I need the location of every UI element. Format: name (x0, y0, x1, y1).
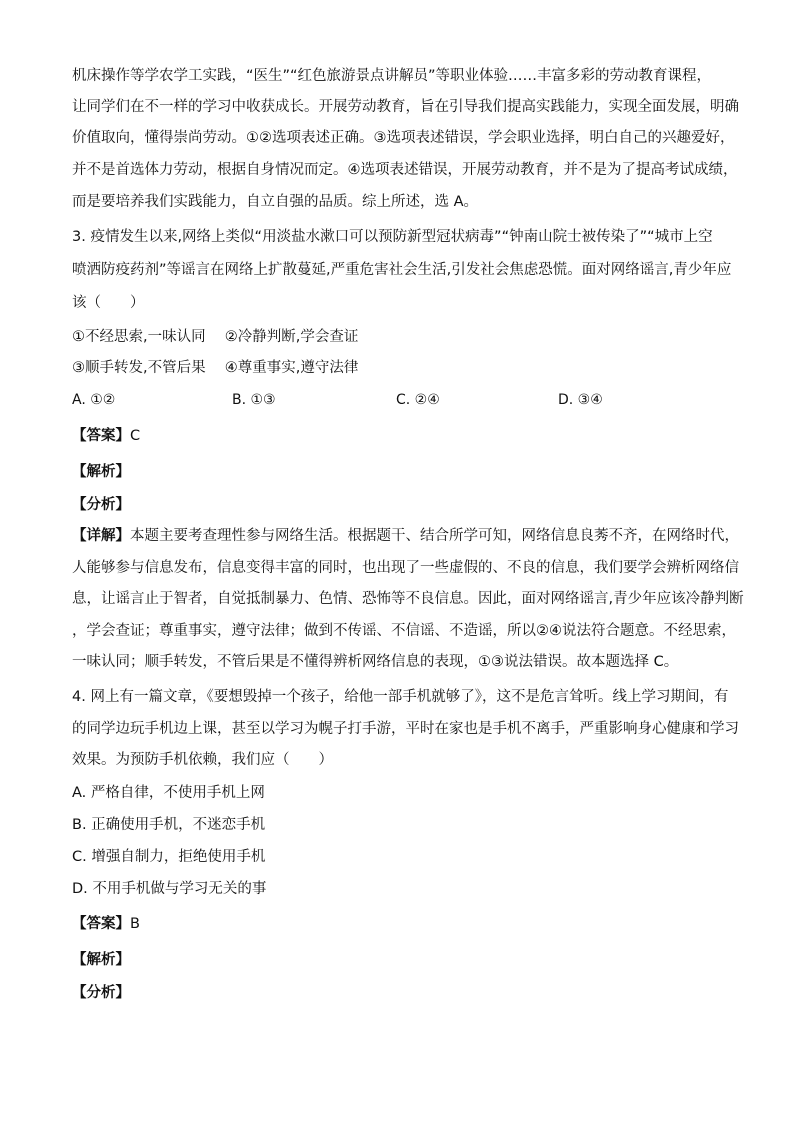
q4-stem-line: 效果。为预防手机依赖，我们应（ ） (72, 752, 333, 768)
q4-option-d: D. 不用手机做与学习无关的事 (72, 881, 267, 897)
answer-tag: 【答案】 (72, 916, 130, 932)
q3-detail-line: ，学会查证；尊重事实，遵守法律；做到不传谣、不信谣、不造谣，所以②④说法符合题意。不经思索， (72, 623, 736, 639)
analysis-tag: 【解析】 (72, 952, 130, 968)
answer-value: C (130, 428, 141, 444)
fenxi-tag: 【分析】 (72, 497, 130, 513)
fenxi-tag: 【分析】 (72, 985, 130, 1001)
prev-explanation-line: 而是要培养我们实践能力，自立自强的品质。综上所述，选 A。 (72, 194, 479, 210)
q4-option-b: B. 正确使用手机，不迷恋手机 (72, 817, 266, 833)
prev-explanation-line: 机床操作等学农学工实践，“医生”“红色旅游景点讲解员”等职业体验……丰富多彩的劳动教育课程， (72, 68, 712, 84)
q3-stem-line: 喷洒防疫药剂”等谣言在网络上扩散蔓延,严重危害社会生活,引发社会焦虑恐慌。面对网络谣言,青少年应 (72, 262, 732, 278)
answer-value: B (130, 916, 140, 932)
detail-tag: 【详解】 (72, 528, 130, 544)
q3-answer (72, 426, 732, 446)
q3-stem-line: 该（ ） (72, 295, 145, 311)
q3-option-b: B. ①③ (232, 392, 276, 408)
q3-statement: ①不经思索,一味认同 ②冷静判断,学会查证 (72, 329, 359, 345)
q4-answer (72, 914, 732, 934)
q3-option-d: D. ③④ (558, 392, 603, 408)
answer-tag: 【答案】 (72, 428, 130, 444)
q4-option-a: A. 严格自律，不使用手机上网 (72, 785, 265, 801)
q4-stem-line: 的同学边玩手机边上课，甚至以学习为幌子打手游，平时在家也是手机不离手，严重影响身心健康和学习 (72, 721, 739, 737)
q3-detail-line: 【详解】本题主要考查理性参与网络生活。根据题干、结合所学可知，网络信息良莠不齐，在网络时代， (72, 528, 739, 544)
prev-explanation-line: 并不是首选体力劳动，根据自身情况而定。④选项表述错误，开展劳动教育，并不是为了提高考试成绩， (72, 162, 738, 178)
q3-detail-line: 一味认同；顺手转发，不管后果是不懂得辨析网络信息的表现，①③说法错误。故本题选择 C。 (72, 654, 679, 670)
q3-detail-line: 息，让谣言止于智者，自觉抵制暴力、色情、恐怖等不良信息。因此，面对网络谣言,青少年应该冷静判断 (72, 591, 744, 607)
q3-stem-line: 3. 疫情发生以来,网络上类似“用淡盐水漱口可以预防新型冠状病毒”“钟南山院士被传染了”“城市上空 (72, 229, 713, 245)
q3-statement: ③顺手转发,不管后果 ④尊重事实,遵守法律 (72, 360, 359, 376)
prev-explanation-line: 让同学们在不一样的学习中收获成长。开展劳动教育，旨在引导我们提高实践能力，实现全面发展，明确 (72, 99, 739, 115)
q4-option-c: C. 增强自制力，拒绝使用手机 (72, 849, 266, 865)
q3-options (72, 390, 732, 410)
q3-detail-line: 人能够参与信息发布，信息变得丰富的同时，也出现了一些虚假的、不良的信息，我们要学会辨析网络信 (72, 560, 739, 576)
q3-option-c: C. ②④ (396, 392, 440, 408)
q3-option-a: A. ①② (72, 392, 116, 408)
analysis-tag: 【解析】 (72, 464, 130, 480)
prev-explanation-line: 价值取向，懂得崇尚劳动。①②选项表述正确。③选项表述错误，学会职业选择，明白自己的兴趣爱好， (72, 130, 735, 146)
q4-stem-line: 4. 网上有一篇文章，《要想毁掉一个孩子，给他一部手机就够了》，这不是危言耸听。线上学习期间，有 (72, 689, 729, 705)
